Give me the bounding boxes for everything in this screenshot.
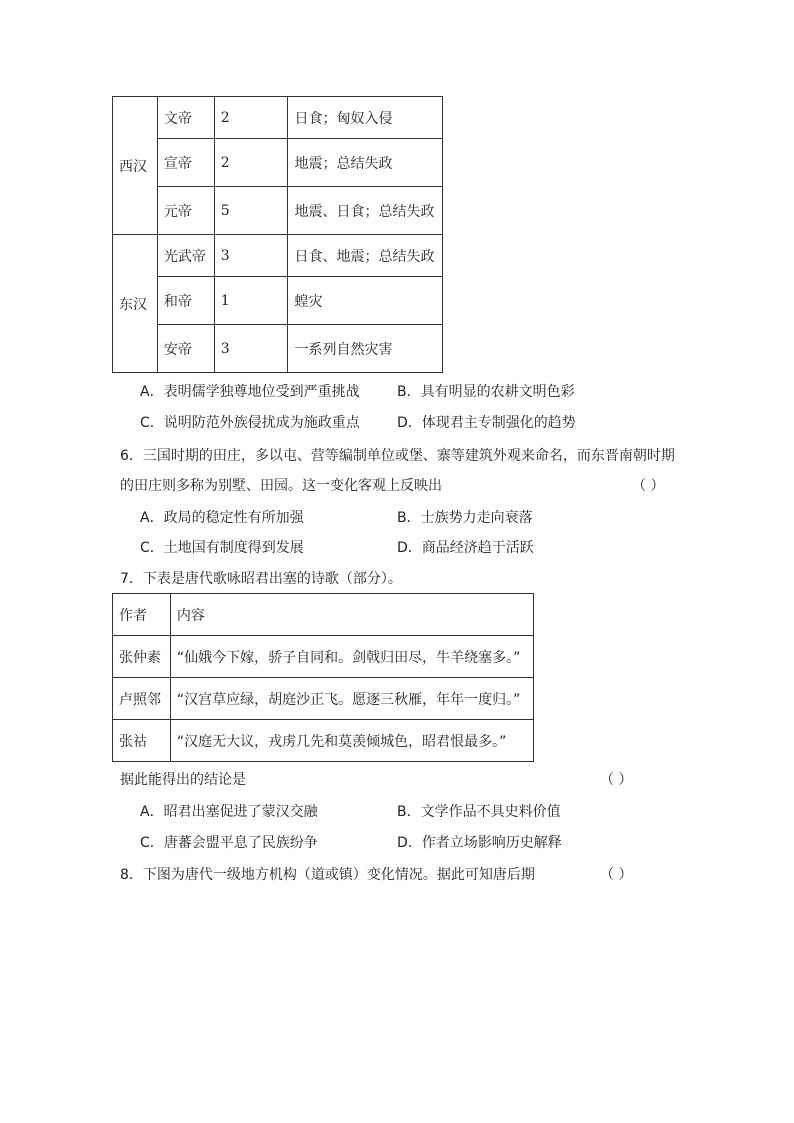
author-cell: 张祜 [113,720,171,762]
table-row [113,720,534,762]
events-cell: 地震；总结失政 [288,139,443,187]
count-cell: 1 [214,277,288,325]
q6-option-a: A．政局的稳定性有所加强 [140,510,304,526]
dynasty-cell: 东汉 [113,235,158,373]
q7-option-c: C．唐蕃会盟平息了民族纷争 [140,835,318,851]
author-cell: 张仲素 [113,636,171,678]
emperor-cell: 文帝 [157,97,214,139]
events-cell: 蝗灾 [288,277,443,325]
count-cell: 5 [214,187,288,235]
events-cell: 一系列自然灾害 [288,325,443,373]
q7-answer-paren: （ ） [600,772,633,788]
count-cell: 2 [214,97,288,139]
q8-answer-paren: （ ） [600,867,633,883]
q7-question: 据此能得出的结论是 [120,772,246,788]
events-cell: 地震、日食；总结失政 [288,187,443,235]
count-cell: 2 [214,139,288,187]
table-poems [112,593,534,762]
count-cell: 3 [214,235,288,277]
table-row [113,325,443,373]
table-header-row [113,594,534,636]
header-content: 内容 [170,594,533,636]
q5-option-b: B．具有明显的农耕文明色彩 [397,384,575,400]
q6-option-b: B．士族势力走向衰落 [397,510,533,526]
table-row [113,277,443,325]
q6-option-c: C．土地国有制度得到发展 [140,540,304,556]
q6-stem-line1: 6．三国时期的田庄，多以屯、营等编制单位或堡、寨等建筑外观来命名，而东晋南朝时期 [120,448,675,464]
q5-option-d: D．体现君主专制强化的趋势 [397,415,576,431]
table-row [113,235,443,277]
events-cell: 日食；匈奴入侵 [288,97,443,139]
q6-answer-paren: （ ） [632,478,665,494]
emperor-cell: 安帝 [157,325,214,373]
table-row [113,678,534,720]
q7-option-d: D．作者立场影响历史解释 [397,835,562,851]
dynasty-cell: 西汉 [113,97,158,235]
count-cell: 3 [214,325,288,373]
table-row [113,636,534,678]
header-author: 作者 [113,594,171,636]
q8-stem: 8．下图为唐代一级地方机构（道或镇）变化情况。据此可知唐后期 [120,867,535,883]
q5-option-a: A．表明儒学独尊地位受到严重挑战 [140,384,360,400]
table-row [113,97,443,139]
author-cell: 卢照邻 [113,678,171,720]
poem-cell: “汉庭无大议，戎虏几先和莫羡倾城色，昭君恨最多。” [170,720,533,762]
table-row [113,139,443,187]
q6-option-d: D．商品经济趋于活跃 [397,540,534,556]
poem-cell: “仙娥今下嫁，骄子自同和。剑戟归田尽，牛羊绕塞多。” [170,636,533,678]
emperor-cell: 宣帝 [157,139,214,187]
emperor-cell: 光武帝 [157,235,214,277]
table-row [113,187,443,235]
q7-option-a: A．昭君出塞促进了蒙汉交融 [140,804,318,820]
q7-option-b: B．文学作品不具史料价值 [397,804,561,820]
q6-stem-line2: 的田庄则多称为别墅、田园。这一变化客观上反映出 [120,478,442,494]
events-cell: 日食、地震；总结失政 [288,235,443,277]
table-emperor-disasters [112,96,443,373]
emperor-cell: 元帝 [157,187,214,235]
q7-stem: 7．下表是唐代歌咏昭君出塞的诗歌（部分）。 [120,571,402,587]
poem-cell: “汉宫草应绿，胡庭沙正飞。愿逐三秋雁，年年一度归。” [170,678,533,720]
q5-option-c: C．说明防范外族侵扰成为施政重点 [140,415,360,431]
emperor-cell: 和帝 [157,277,214,325]
